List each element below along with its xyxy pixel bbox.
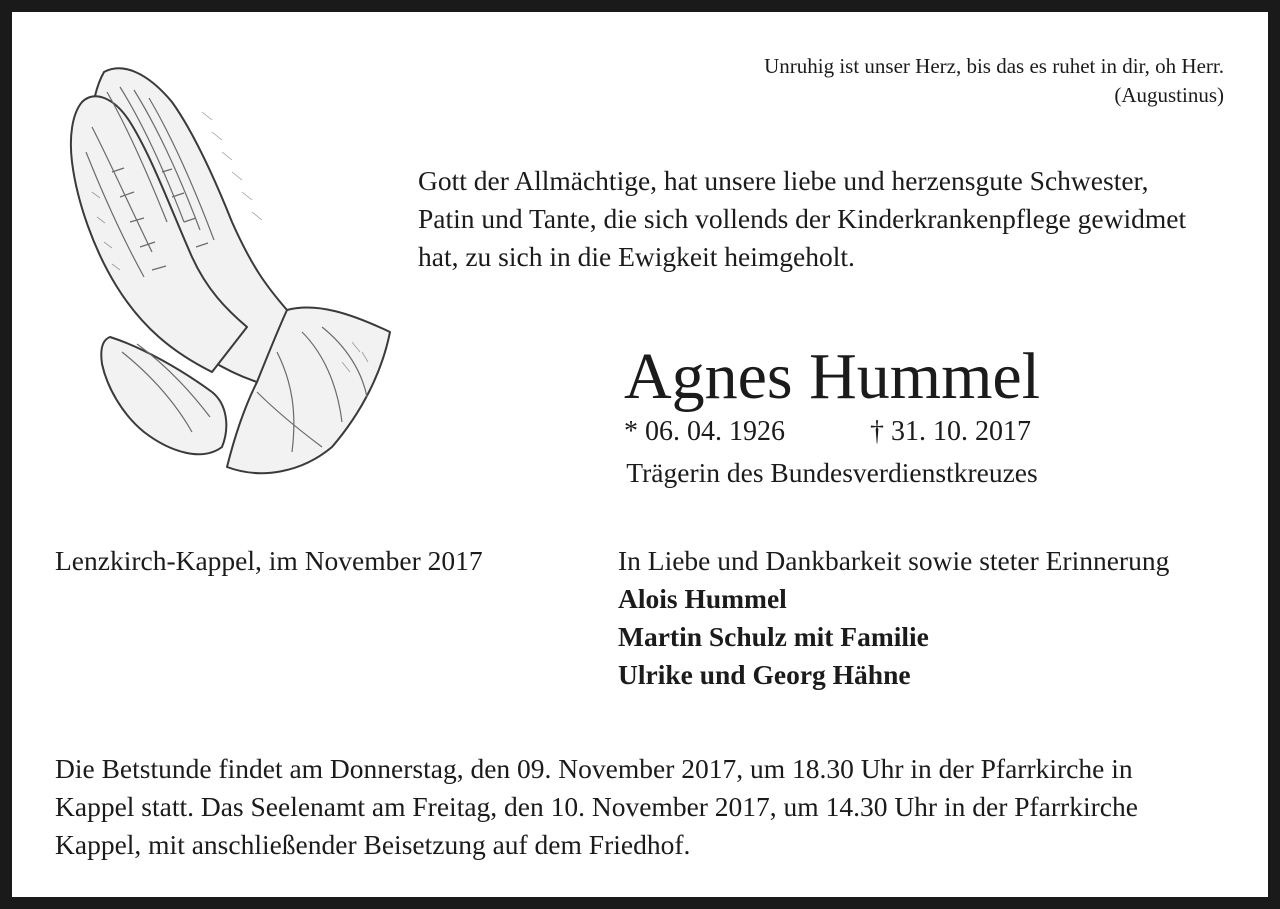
intro-line: hat, zu sich in die Ewigkeit heimgeholt. xyxy=(418,241,855,272)
mourners-intro: In Liebe und Dankbarkeit sowie steter Erinnerung xyxy=(618,545,1170,576)
mourner-name: Alois Hummel xyxy=(618,583,787,614)
mourner-name: Ulrike und Georg Hähne xyxy=(618,659,911,690)
intro-line: Gott der Allmächtige, hat unsere liebe und herzensgute Schwester, xyxy=(418,165,1149,196)
mourner-name: Martin Schulz mit Familie xyxy=(618,621,929,652)
intro-paragraph xyxy=(418,162,1238,276)
mourners-block xyxy=(618,542,1169,694)
obituary-card xyxy=(12,12,1268,897)
service-info-line: Die Betstunde findet am Donnerstag, den 09. November 2017, um 18.30 Uhr in der Pfarrkirche in xyxy=(55,753,1133,784)
birth-date: * 06. 04. 1926 xyxy=(624,416,785,447)
service-info-line: Kappel statt. Das Seelenamt am Freitag, den 10. November 2017, um 14.30 Uhr in der Pfarrkirche xyxy=(55,791,1138,822)
intro-line: Patin und Tante, die sich vollends der Kinderkrankenpflege gewidmet xyxy=(418,203,1187,234)
quote-block xyxy=(764,52,1224,110)
quote-text: Unruhig ist unser Herz, bis das es ruhet in dir, oh Herr. xyxy=(764,54,1224,78)
place-date: Lenzkirch-Kappel, im November 2017 xyxy=(55,545,483,576)
service-info xyxy=(55,750,1230,864)
praying-hands-icon xyxy=(52,52,402,482)
death-date: † 31. 10. 2017 xyxy=(870,416,1031,447)
service-info-line: Kappel, mit anschließender Beisetzung auf dem Friedhof. xyxy=(55,829,691,860)
honor-line: Trägerin des Bundesverdienstkreuzes xyxy=(626,457,1038,488)
quote-source: (Augustinus) xyxy=(1114,83,1224,107)
deceased-name: Agnes Hummel xyxy=(623,340,1041,413)
